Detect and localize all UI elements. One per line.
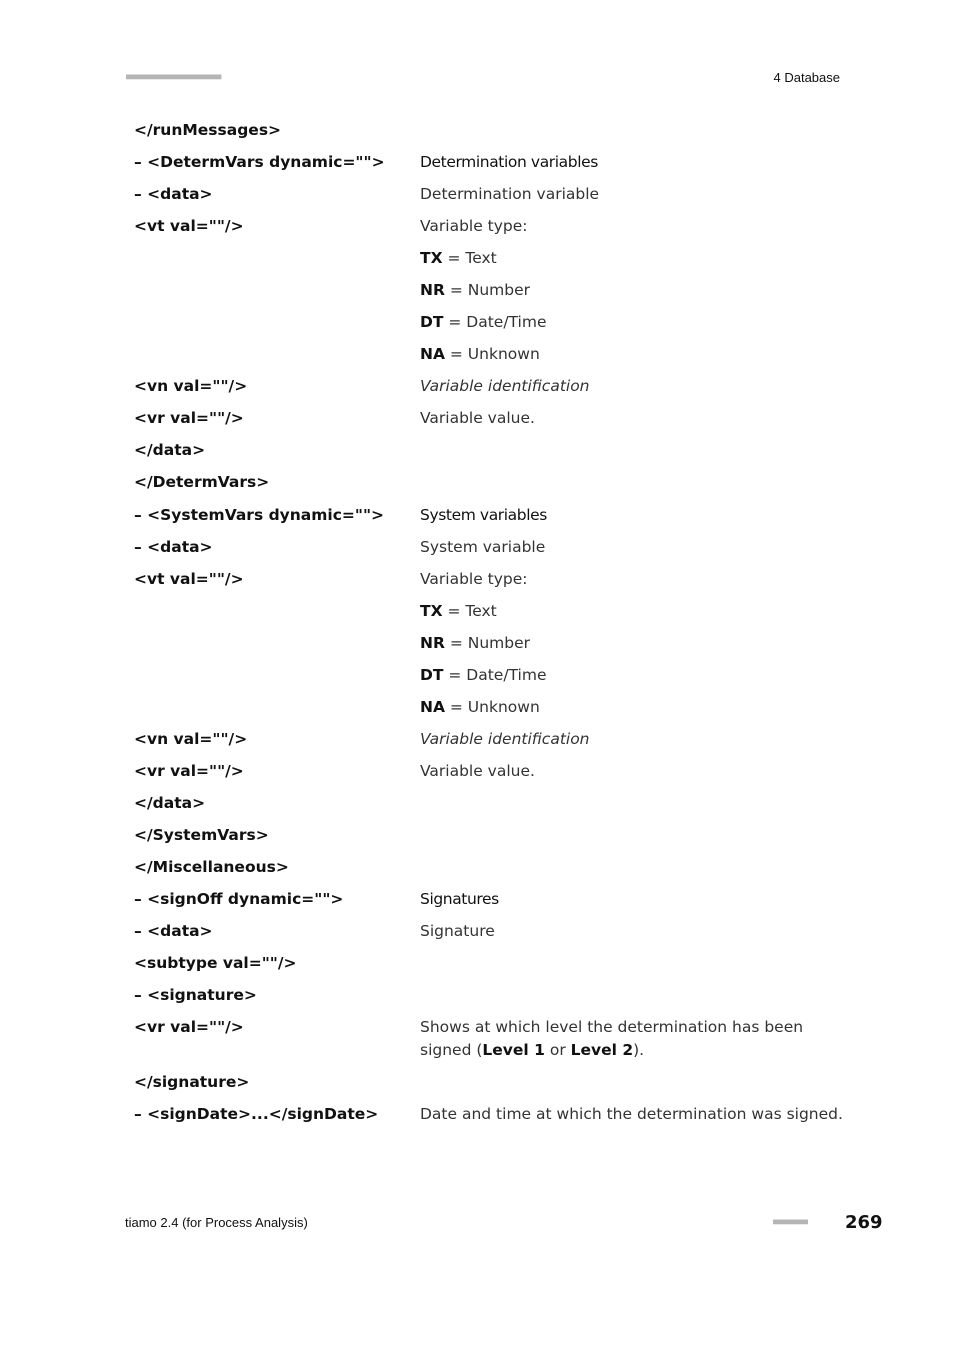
row-description [420,1016,850,1062]
row-description [420,279,850,302]
row-key: – <data> [134,185,213,203]
product-name: tiamo 2.4 (for Process Analysis) [125,1215,308,1230]
row-key: <vn val=""/> [134,377,248,395]
row-description [420,696,850,719]
row-key: – <signOff dynamic=""> [134,890,344,908]
type-label: = Date/Time [443,666,547,684]
chapter-title: 4 Database [773,70,840,85]
row-description [420,632,850,655]
row-description [420,343,850,366]
type-label: = Unknown [444,345,540,363]
type-label: = Unknown [444,698,540,716]
row-key: <subtype val=""/> [134,954,297,972]
row-key: </data> [134,794,206,812]
row-key: <vt val=""/> [134,217,244,235]
type-label: = Number [444,634,531,652]
type-code: NA [420,698,445,716]
section-heading: Signatures [420,890,499,908]
type-label: = Text [442,602,497,620]
row-key: <vr val=""/> [134,1018,244,1036]
row-description [420,664,850,687]
row-description: Date and time at which the determination was signed. [420,1105,843,1123]
type-label: = Text [442,249,497,267]
footer-decoration: ■■■■■■■■ [773,1217,808,1226]
row-key: <vr val=""/> [134,762,244,780]
description-text: Shows at which level the determination has been signed ( [420,1018,804,1059]
row-key: <vt val=""/> [134,570,244,588]
row-description: Variable value. [420,409,535,427]
closing-text: ). [633,1041,645,1059]
row-key: </data> [134,441,206,459]
type-label: = Date/Time [443,313,547,331]
row-description: Variable type: [420,217,528,235]
row-key: – <DetermVars dynamic=""> [134,153,385,171]
row-description [420,247,850,270]
row-key: </SystemVars> [134,826,269,844]
section-heading: Determination variables [420,153,598,171]
row-key: </DetermVars> [134,473,270,491]
row-key: – <data> [134,922,213,940]
row-key: </Miscellaneous> [134,858,289,876]
or-text: or [544,1041,571,1059]
row-key: </signature> [134,1073,250,1091]
row-description [420,311,850,334]
row-description: System variable [420,538,546,556]
type-code: NA [420,345,445,363]
level-2-label: Level 2 [570,1041,634,1059]
row-description: Variable type: [420,570,528,588]
header-decoration: ■■■■■■■■■■■■■■■■■■■■■■ [126,72,221,81]
row-description: Determination variable [420,185,600,203]
row-description: Variable identification [420,730,590,748]
type-code: TX [420,602,443,620]
level-1-label: Level 1 [482,1041,545,1059]
row-description: Variable value. [420,762,535,780]
row-description: Variable identification [420,377,590,395]
type-label: = Number [444,281,531,299]
row-key: <vr val=""/> [134,409,244,427]
type-code: DT [420,313,444,331]
row-key: </runMessages> [134,121,282,139]
row-key: <vn val=""/> [134,730,248,748]
type-code: TX [420,249,443,267]
row-key: – <signDate>...</signDate> [134,1105,379,1123]
type-code: NR [420,281,445,299]
row-description [420,600,850,623]
type-code: DT [420,666,444,684]
row-key: – <SystemVars dynamic=""> [134,506,385,524]
section-heading: System variables [420,506,547,524]
type-code: NR [420,634,445,652]
page-number: 269 [845,1212,883,1233]
row-key: – <data> [134,538,213,556]
row-key: – <signature> [134,986,257,1004]
row-description: Signature [420,922,495,940]
